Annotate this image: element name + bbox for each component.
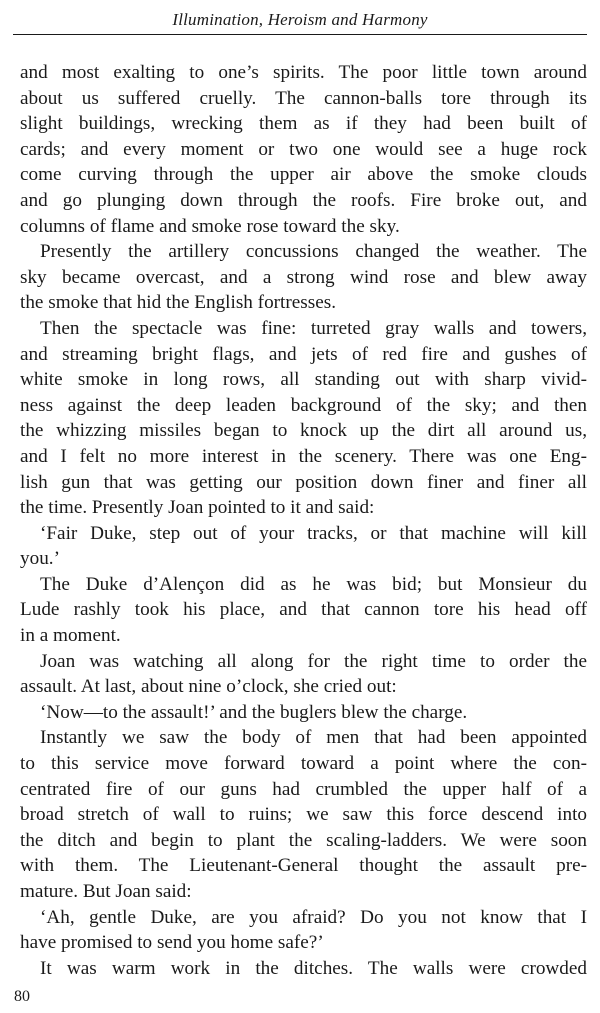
text-line: ‘Fair Duke, step out of your tracks, or that machine will kill [40, 522, 587, 544]
text-line: cards; and every moment or two one would see a huge rock [20, 138, 587, 160]
text-line: ‘Ah, gentle Duke, are you afraid? Do you not know that I [40, 906, 587, 928]
text-line: and streaming bright flags, and jets of red fire and gushes of [20, 343, 587, 365]
text-line: you.’ [20, 548, 60, 570]
text-line: sky became overcast, and a strong wind rose and blew away [20, 266, 587, 288]
text-line: centrated fire of our guns had crumbled the upper half of a [20, 778, 587, 800]
text-line: Joan was watching all along for the right time to order the [40, 650, 587, 672]
text-line: lish gun that was getting our position down finer and finer all [20, 471, 587, 493]
header-rule [13, 34, 587, 35]
text-line: white smoke in long rows, all standing out with sharp vivid- [20, 369, 587, 391]
text-line: The Duke d’Alençon did as he was bid; but Monsieur du [40, 573, 587, 595]
text-line: the ditch and begin to plant the scaling-ladders. We were soon [20, 829, 587, 851]
text-line: the time. Presently Joan pointed to it and said: [20, 497, 375, 519]
text-line: with them. The Lieutenant-General thought the assault pre- [20, 855, 587, 877]
running-header: Illumination, Heroism and Harmony [172, 10, 428, 29]
text-line: have promised to send you home safe?’ [20, 932, 324, 954]
text-line: ness against the deep leaden background of the sky; and then [20, 394, 587, 416]
text-line: in a moment. [20, 625, 121, 647]
page-number: 80 [14, 988, 30, 1005]
text-line: It was warm work in the ditches. The walls were crowded [40, 957, 587, 979]
text-line: Lude rashly took his place, and that cannon tore his head off [20, 599, 587, 621]
text-line: broad stretch of wall to ruins; we saw this force descend into [20, 804, 587, 826]
text-line: assault. At last, about nine o’clock, she cried out: [20, 676, 397, 698]
text-line: and most exalting to one’s spirits. The poor little town around [20, 62, 587, 83]
text-line: come curving through the upper air above the smoke clouds [20, 164, 587, 186]
text-line: the whizzing missiles began to knock up the dirt all around us, [20, 420, 587, 442]
text-line: and go plunging down through the roofs. Fire broke out, and [20, 189, 587, 211]
text-line: and I felt no more interest in the scenery. There was one Eng- [20, 445, 587, 467]
text-line: ‘Now—to the assault!’ and the buglers blew the charge. [40, 701, 468, 723]
text-line: Then the spectacle was fine: turreted gray walls and towers, [40, 317, 587, 339]
text-line: mature. But Joan said: [20, 881, 192, 902]
text-line: to this service move forward toward a point where the con- [20, 753, 587, 775]
text-line: columns of flame and smoke rose toward the sky. [20, 215, 400, 237]
text-line: Instantly we saw the body of men that had been appointed [40, 727, 587, 749]
text-line: about us suffered cruelly. The cannon-balls tore through its [20, 87, 587, 109]
text-line: slight buildings, wrecking them as if they had been built of [20, 113, 587, 135]
body-text [20, 60, 587, 981]
text-line: Presently the artillery concussions changed the weather. The [40, 241, 587, 263]
text-line: the smoke that hid the English fortresses. [20, 292, 337, 314]
